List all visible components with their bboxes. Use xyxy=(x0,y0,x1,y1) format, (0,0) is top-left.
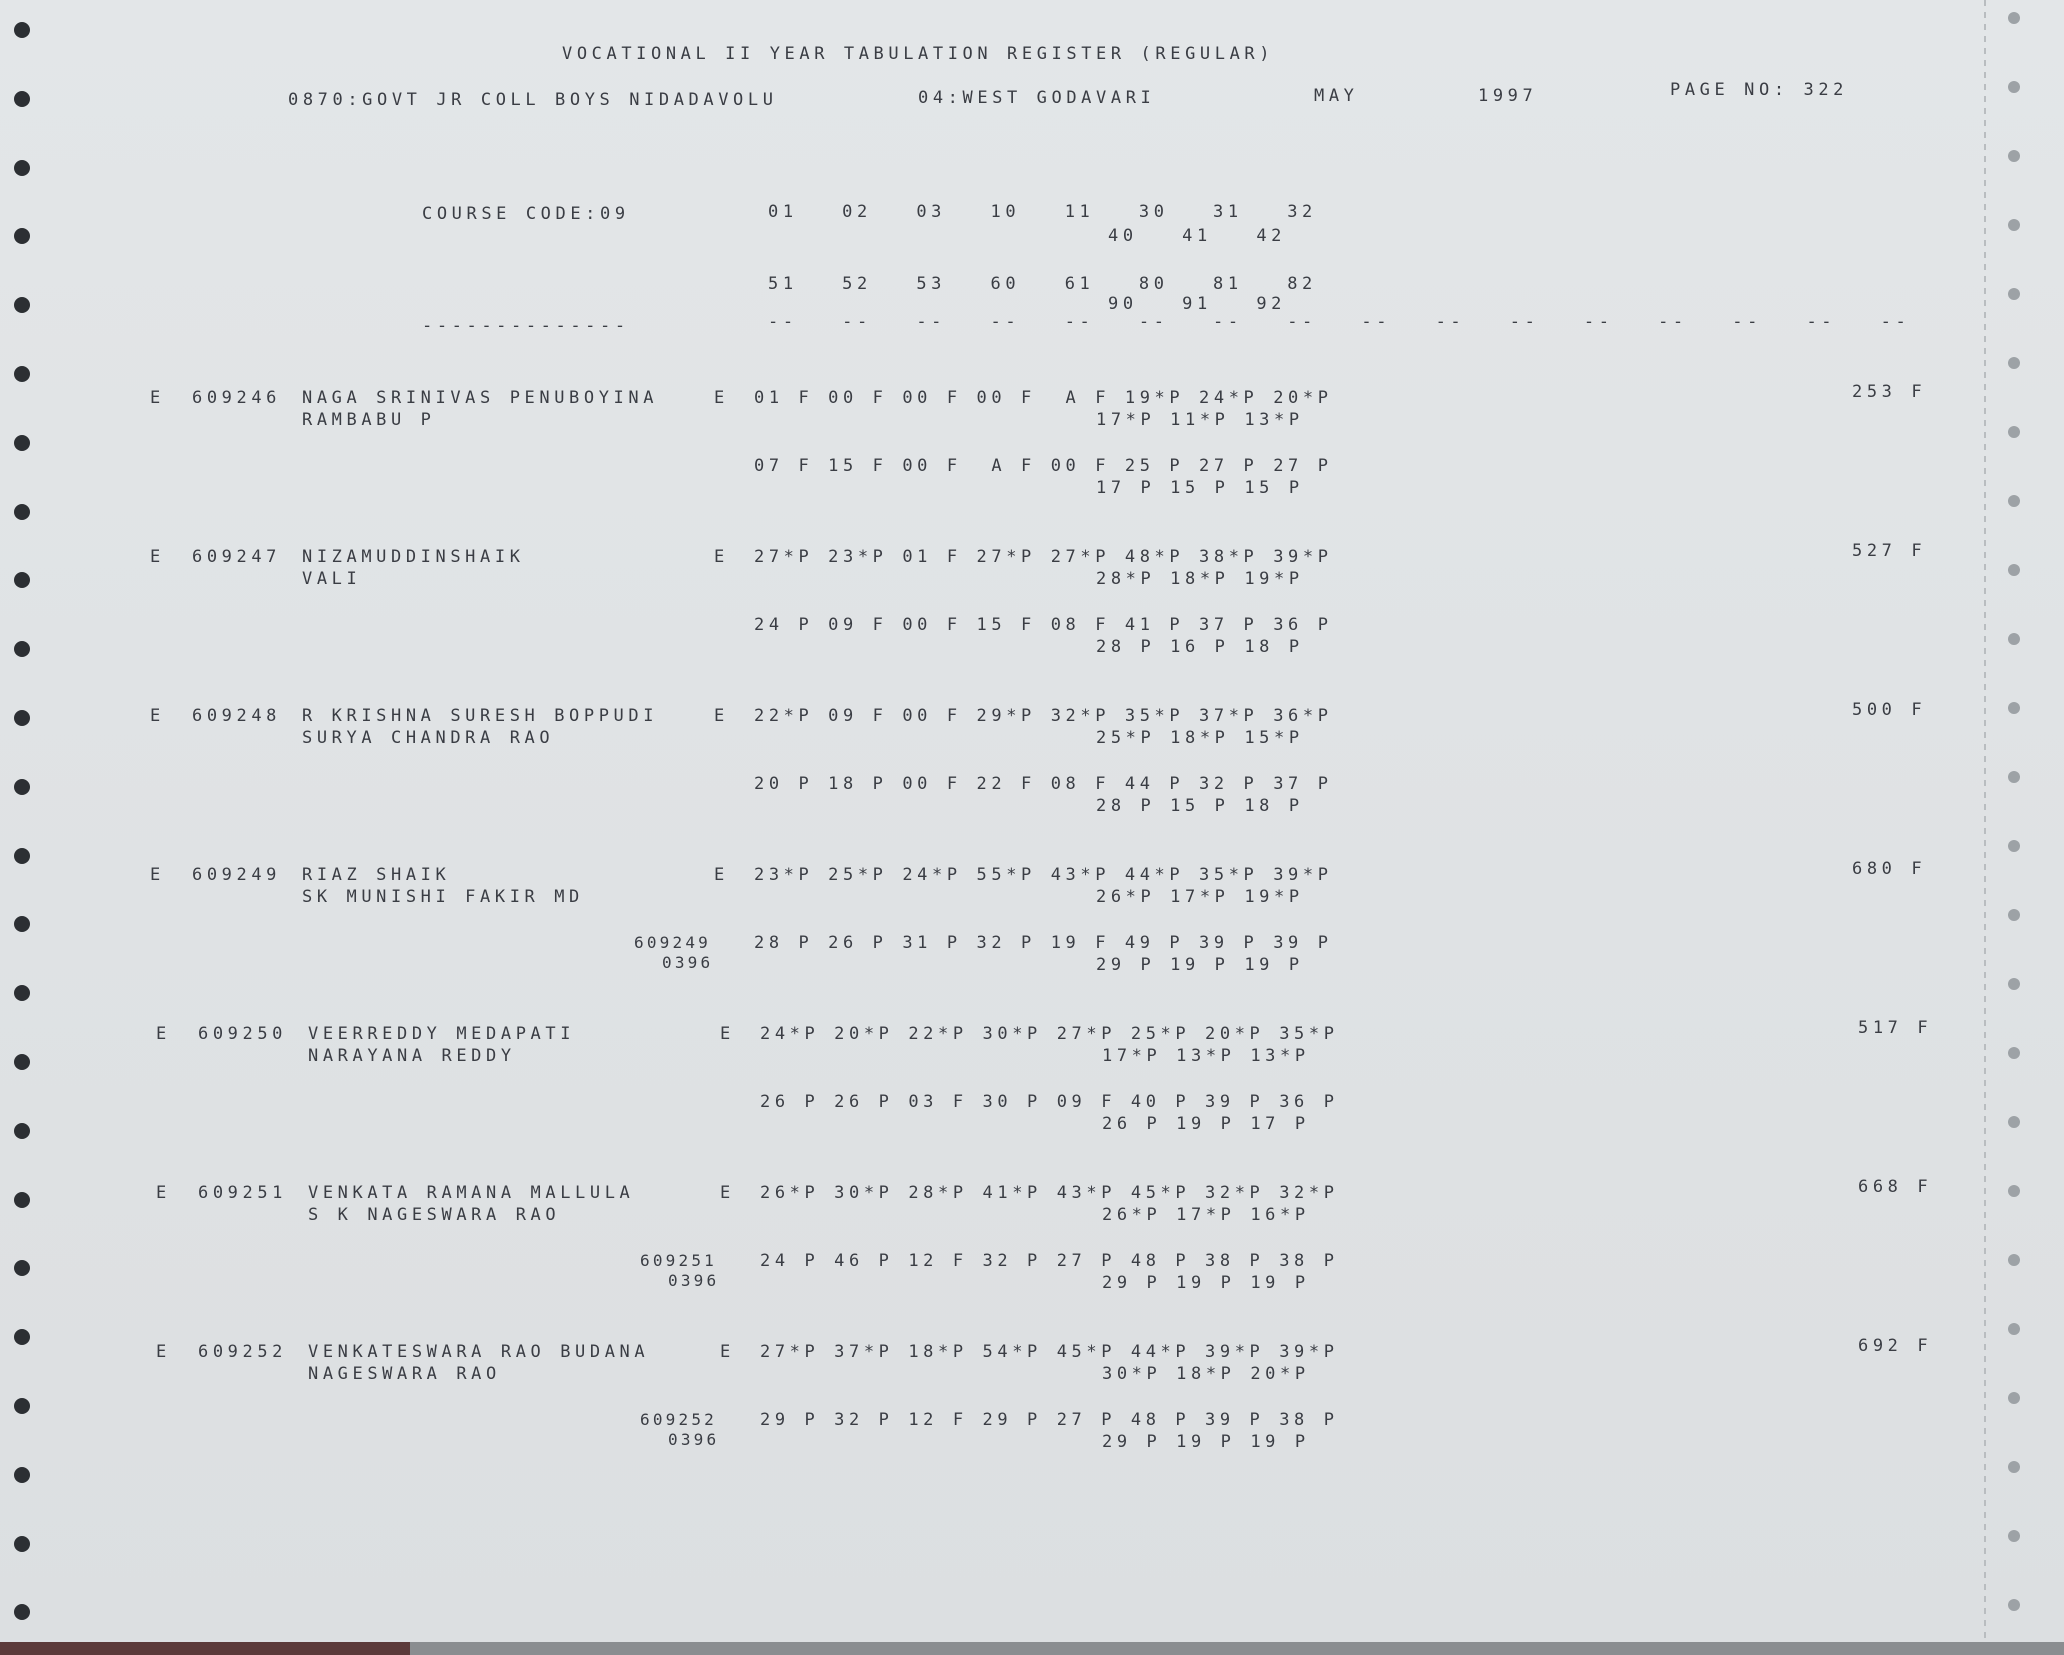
exam-month: MAY xyxy=(1314,86,1359,106)
course-code-label: COURSE CODE:09 xyxy=(422,204,630,224)
roll-number: 609250 xyxy=(198,1024,288,1044)
feed-hole xyxy=(14,366,30,382)
marks-row-1b: 30*P 18*P 20*P xyxy=(1102,1364,1310,1384)
feed-hole xyxy=(14,848,30,864)
feed-hole xyxy=(2008,840,2020,852)
feed-hole xyxy=(2008,357,2020,369)
district-name: 04:WEST GODAVARI xyxy=(918,88,1156,108)
roll-number: 609249 xyxy=(192,865,282,885)
feed-hole xyxy=(2008,150,2020,162)
feed-hole xyxy=(2008,219,2020,231)
feed-hole xyxy=(2008,771,2020,783)
feed-hole xyxy=(2008,702,2020,714)
marks-row-2b: 28 P 16 P 18 P xyxy=(1096,637,1304,657)
father-name: NAGESWARA RAO xyxy=(308,1364,501,1384)
feed-hole xyxy=(2008,1185,2020,1197)
feed-hole xyxy=(2008,1599,2020,1611)
total-result: 527 F xyxy=(1852,541,1927,561)
feed-hole xyxy=(2008,1392,2020,1404)
exam-flag: E xyxy=(720,1183,735,1203)
student-name: VENKATESWARA RAO BUDANA xyxy=(308,1342,650,1362)
marks-row-1b: 26*P 17*P 16*P xyxy=(1102,1205,1310,1225)
total-result: 668 F xyxy=(1858,1177,1933,1197)
perforation-line xyxy=(1984,0,1986,1642)
subject-codes-row1: 01 02 03 10 11 30 31 32 xyxy=(768,202,1317,222)
record-mark: E xyxy=(150,388,165,408)
feed-hole xyxy=(14,504,30,520)
total-result: 253 F xyxy=(1852,382,1927,402)
feed-hole xyxy=(14,572,30,588)
exam-flag: E xyxy=(714,865,729,885)
marks-row-1b: 17*P 11*P 13*P xyxy=(1096,410,1304,430)
feed-hole xyxy=(14,1260,30,1276)
feed-hole xyxy=(14,22,30,38)
marks-row-1: 01 F 00 F 00 F 00 F A F 19*P 24*P 20*P xyxy=(754,388,1333,408)
course-underline: -------------- xyxy=(422,316,630,336)
total-result: 500 F xyxy=(1852,700,1927,720)
marks-row-1: 26*P 30*P 28*P 41*P 43*P 45*P 32*P 32*P xyxy=(760,1183,1339,1203)
father-name: RAMBABU P xyxy=(302,410,436,430)
marks-row-2b: 29 P 19 P 19 P xyxy=(1102,1273,1310,1293)
sheet-bottom-edge xyxy=(0,1642,2064,1655)
right-tractor-holes xyxy=(2008,0,2038,1642)
feed-hole xyxy=(14,641,30,657)
marks-row-2b: 29 P 19 P 19 P xyxy=(1096,955,1304,975)
marks-row-1: 27*P 23*P 01 F 27*P 27*P 48*P 38*P 39*P xyxy=(754,547,1333,567)
register-title: VOCATIONAL II YEAR TABULATION REGISTER (REGULAR) xyxy=(562,44,1275,64)
marks-row-1: 23*P 25*P 24*P 55*P 43*P 44*P 35*P 39*P xyxy=(754,865,1333,885)
feed-hole xyxy=(14,1192,30,1208)
roll-number: 609251 xyxy=(198,1183,288,1203)
total-result: 680 F xyxy=(1852,859,1927,879)
roll-number: 609246 xyxy=(192,388,282,408)
college-name: 0870:GOVT JR COLL BOYS NIDADAVOLU xyxy=(288,90,778,110)
feed-hole xyxy=(2008,564,2020,576)
exam-year: 1997 xyxy=(1478,86,1538,106)
total-result: 517 F xyxy=(1858,1018,1933,1038)
subject-codes-row2: 51 52 53 60 61 80 81 82 xyxy=(768,274,1317,294)
feed-hole xyxy=(2008,1323,2020,1335)
reference-code: 0396 xyxy=(662,953,714,972)
marks-row-2: 20 P 18 P 00 F 22 F 08 F 44 P 32 P 37 P xyxy=(754,774,1333,794)
record-mark: E xyxy=(156,1183,171,1203)
feed-hole xyxy=(2008,495,2020,507)
roll-number: 609248 xyxy=(192,706,282,726)
feed-hole xyxy=(14,916,30,932)
subject-codes-row2b: 90 91 92 xyxy=(1108,294,1287,314)
feed-hole xyxy=(14,1329,30,1345)
feed-hole xyxy=(2008,12,2020,24)
reference-code: 0396 xyxy=(668,1271,720,1290)
record-mark: E xyxy=(150,706,165,726)
feed-hole xyxy=(14,710,30,726)
feed-hole xyxy=(2008,1047,2020,1059)
marks-row-2b: 17 P 15 P 15 P xyxy=(1096,478,1304,498)
feed-hole xyxy=(2008,633,2020,645)
reference-number: 609249 xyxy=(634,933,711,952)
feed-hole xyxy=(2008,1254,2020,1266)
marks-row-2b: 26 P 19 P 17 P xyxy=(1102,1114,1310,1134)
total-result: 692 F xyxy=(1858,1336,1933,1356)
exam-flag: E xyxy=(714,706,729,726)
page-number: PAGE NO: 322 xyxy=(1670,80,1849,100)
feed-hole xyxy=(14,297,30,313)
reference-number: 609251 xyxy=(640,1251,717,1270)
feed-hole xyxy=(14,1398,30,1414)
feed-hole xyxy=(2008,1116,2020,1128)
student-name: RIAZ SHAIK xyxy=(302,865,451,885)
roll-number: 609247 xyxy=(192,547,282,567)
record-mark: E xyxy=(156,1342,171,1362)
student-name: R KRISHNA SURESH BOPPUDI xyxy=(302,706,659,726)
father-name: NARAYANA REDDY xyxy=(308,1046,516,1066)
reference-code: 0396 xyxy=(668,1430,720,1449)
feed-hole xyxy=(14,91,30,107)
feed-hole xyxy=(2008,288,2020,300)
record-mark: E xyxy=(150,865,165,885)
feed-hole xyxy=(2008,426,2020,438)
marks-row-2b: 28 P 15 P 18 P xyxy=(1096,796,1304,816)
feed-hole xyxy=(14,985,30,1001)
feed-hole xyxy=(2008,909,2020,921)
feed-hole xyxy=(14,1604,30,1620)
student-name: VENKATA RAMANA MALLULA xyxy=(308,1183,635,1203)
exam-flag: E xyxy=(714,388,729,408)
marks-row-1: 22*P 09 F 00 F 29*P 32*P 35*P 37*P 36*P xyxy=(754,706,1333,726)
father-name: VALI xyxy=(302,569,362,589)
feed-hole xyxy=(2008,978,2020,990)
exam-flag: E xyxy=(714,547,729,567)
marks-row-1: 24*P 20*P 22*P 30*P 27*P 25*P 20*P 35*P xyxy=(760,1024,1339,1044)
feed-hole xyxy=(14,228,30,244)
record-mark: E xyxy=(156,1024,171,1044)
left-tractor-holes xyxy=(14,0,44,1642)
marks-row-2: 28 P 26 P 31 P 32 P 19 F 49 P 39 P 39 P xyxy=(754,933,1333,953)
father-name: S K NAGESWARA RAO xyxy=(308,1205,561,1225)
marks-row-1b: 17*P 13*P 13*P xyxy=(1102,1046,1310,1066)
roll-number: 609252 xyxy=(198,1342,288,1362)
feed-hole xyxy=(2008,81,2020,93)
student-name: VEERREDDY MEDAPATI xyxy=(308,1024,576,1044)
student-name: NAGA SRINIVAS PENUBOYINA xyxy=(302,388,659,408)
feed-hole xyxy=(2008,1461,2020,1473)
marks-row-2b: 29 P 19 P 19 P xyxy=(1102,1432,1310,1452)
feed-hole xyxy=(14,1536,30,1552)
marks-row-1b: 26*P 17*P 19*P xyxy=(1096,887,1304,907)
feed-hole xyxy=(14,1467,30,1483)
marks-row-2: 24 P 46 P 12 F 32 P 27 P 48 P 38 P 38 P xyxy=(760,1251,1339,1271)
father-name: SK MUNISHI FAKIR MD xyxy=(302,887,584,907)
feed-hole xyxy=(14,1054,30,1070)
father-name: SURYA CHANDRA RAO xyxy=(302,728,555,748)
feed-hole xyxy=(14,160,30,176)
student-name: NIZAMUDDINSHAIK xyxy=(302,547,525,567)
marks-row-1: 27*P 37*P 18*P 54*P 45*P 44*P 39*P 39*P xyxy=(760,1342,1339,1362)
reference-number: 609252 xyxy=(640,1410,717,1429)
feed-hole xyxy=(14,1123,30,1139)
feed-hole xyxy=(14,779,30,795)
marks-row-2: 07 F 15 F 00 F A F 00 F 25 P 27 P 27 P xyxy=(754,456,1333,476)
marks-row-2: 24 P 09 F 00 F 15 F 08 F 41 P 37 P 36 P xyxy=(754,615,1333,635)
marks-row-1b: 25*P 18*P 15*P xyxy=(1096,728,1304,748)
marks-row-1b: 28*P 18*P 19*P xyxy=(1096,569,1304,589)
exam-flag: E xyxy=(720,1342,735,1362)
feed-hole xyxy=(2008,1530,2020,1542)
marks-row-2: 29 P 32 P 12 F 29 P 27 P 48 P 39 P 38 P xyxy=(760,1410,1339,1430)
feed-hole xyxy=(14,435,30,451)
marks-row-2: 26 P 26 P 03 F 30 P 09 F 40 P 39 P 36 P xyxy=(760,1092,1339,1112)
record-mark: E xyxy=(150,547,165,567)
exam-flag: E xyxy=(720,1024,735,1044)
column-dashes: -- -- -- -- -- -- -- -- -- -- -- -- -- -- -- -- xyxy=(768,312,1911,332)
subject-codes-row1b: 40 41 42 xyxy=(1108,226,1287,246)
